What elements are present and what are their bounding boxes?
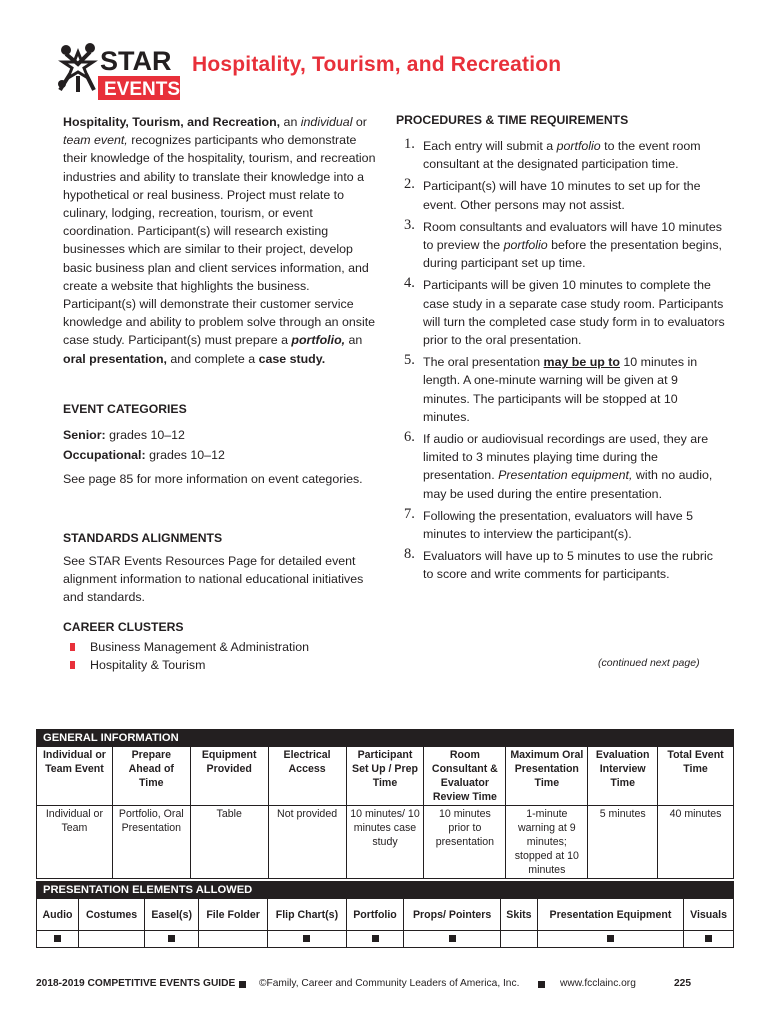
value-cell: 40 minutes [658, 806, 734, 879]
page-title: Hospitality, Tourism, and Recreation [192, 53, 562, 76]
event-categories-heading: EVENT CATEGORIES [63, 402, 187, 416]
logo-star-text: STAR [100, 46, 172, 76]
procedure-underline: may be up to [543, 355, 620, 370]
header-cell: Portfolio [346, 899, 403, 931]
procedure-italic: portfolio [556, 139, 601, 153]
header-cell: Props/ Pointers [404, 899, 501, 931]
procedure-text: If audio or audiovisual recordings are used, they are limited to 3 minutes playing time during the presentation. [423, 432, 709, 483]
header-cell: Participant Set Up / Prep Time [346, 747, 424, 806]
value-cell: 10 minutes/ 10 minutes case study [346, 806, 424, 879]
cluster-label: Hospitality & Tourism [90, 658, 206, 672]
career-clusters-heading: CAREER CLUSTERS [63, 620, 184, 634]
header-cell: Room Consultant & Evaluator Review Time [424, 747, 506, 806]
header-cell: Costumes [79, 899, 145, 931]
header-cell: Flip Chart(s) [268, 899, 347, 931]
procedure-text: Evaluators will have up to 5 minutes to use the rubric to score and write comments for participants. [423, 549, 713, 582]
procedure-number: 6. [404, 429, 415, 446]
value-cell: Table [190, 806, 268, 879]
event-categories [63, 402, 381, 489]
allowed-cell [404, 931, 501, 948]
table-header-row [37, 899, 734, 931]
header-cell: Equipment Provided [190, 747, 268, 806]
intro-bold: oral presentation, [63, 351, 167, 366]
header-cell: File Folder [199, 899, 268, 931]
procedure-text: with no audio, may be used during the entire presentation. [423, 468, 713, 501]
allowed-cell [346, 931, 403, 948]
presentation-elements-heading: PRESENTATION ELEMENTS ALLOWED [37, 882, 734, 899]
header-cell: Maximum Oral Presentation Time [506, 747, 588, 806]
intro-text: an [280, 115, 301, 129]
procedure-text: Following the presentation, evaluators will have 5 minutes to interview the participant(s). [423, 508, 693, 542]
procedure-text: to the event room consultant at the designated participation time. [423, 139, 701, 172]
procedure-number: 7. [404, 505, 415, 522]
senior-label: Senior: [63, 428, 106, 442]
allowed-marker-icon [303, 935, 310, 942]
star-figures-icon [58, 43, 95, 92]
procedure-text: 10 minutes in length. A one-minute warning will be given at 9 minutes. The participants will be stopped at 10 minutes. [423, 355, 698, 424]
procedure-item [396, 276, 726, 349]
procedure-number: 2. [404, 176, 415, 193]
presentation-elements-table [36, 881, 734, 948]
procedure-item [396, 547, 726, 583]
footer-url: www.fcclainc.org [560, 978, 636, 989]
logo-events-text: EVENTS [104, 79, 181, 100]
procedure-item [396, 137, 726, 173]
standards-section [63, 531, 381, 607]
footer-bullet-icon [239, 981, 246, 988]
bullet-icon [70, 643, 75, 651]
procedure-text: The oral presentation [423, 355, 544, 370]
procedure-text: Participant(s) will have 10 minutes to set up for the event. Other persons may not assist. [423, 179, 701, 212]
page-number: 225 [674, 978, 691, 989]
header-cell: Audio [37, 899, 79, 931]
intro-bold: case study. [258, 351, 326, 366]
header-cell: Total Event Time [658, 747, 734, 806]
general-info-table [36, 729, 734, 879]
procedure-item [396, 507, 726, 543]
procedure-item [396, 353, 726, 426]
intro-italic: individual [300, 115, 353, 129]
header-cell: Presentation Equipment [537, 899, 683, 931]
header-cell: Individual or Team Event [37, 747, 113, 806]
footer-bullet-icon [538, 981, 545, 988]
allowed-cell [537, 931, 683, 948]
senior-line [63, 426, 381, 444]
intro-paragraph [63, 113, 381, 368]
star-events-logo [56, 40, 182, 110]
cluster-item [63, 638, 393, 656]
procedure-text: before the presentation begins, during participant set up time. [423, 238, 722, 271]
intro-lead: Hospitality, Tourism, and Recreation, [63, 115, 281, 129]
procedure-number: 1. [404, 136, 415, 152]
general-info-heading: GENERAL INFORMATION [37, 730, 734, 747]
intro-bold-italic: portfolio, [291, 333, 346, 348]
intro-text: or [352, 115, 367, 129]
allowed-marker-icon [54, 935, 61, 942]
allowed-marker-icon [449, 935, 456, 942]
procedure-number: 8. [404, 546, 415, 563]
procedure-number: 5. [404, 352, 415, 369]
footer-guide: 2018-2019 COMPETITIVE EVENTS GUIDE [36, 978, 236, 989]
occupational-line [63, 446, 381, 464]
bullet-icon [70, 661, 75, 669]
procedures-section [396, 113, 726, 588]
cluster-item [63, 656, 393, 674]
table-row [37, 931, 734, 948]
allowed-cell [79, 931, 145, 948]
header-cell: Prepare Ahead of Time [112, 747, 190, 806]
intro-text: and complete a [166, 351, 259, 366]
standards-heading: STANDARDS ALIGNMENTS [63, 531, 223, 545]
procedure-item [396, 430, 726, 503]
procedure-italic: portfolio [503, 238, 548, 253]
table-row [37, 806, 734, 879]
cluster-label: Business Management & Administration [90, 640, 310, 654]
procedure-text: Participants will be given 10 minutes to complete the case study in a separate case study room. Participants will turn the completed case study form in to evaluators prior to the oral presentation. [423, 278, 725, 348]
procedure-text: Each entry will submit a [423, 139, 557, 153]
allowed-cell [268, 931, 347, 948]
table-header-row [37, 747, 734, 806]
career-clusters [63, 620, 393, 674]
event-categories-note: See page 85 for more information on event categories. [63, 472, 363, 487]
header-cell: Easel(s) [145, 899, 199, 931]
intro-text: recognizes participants who demonstrate their knowledge of the hospitality, tourism, and recreation industries and ability to translate their knowledge into a hypothetical or real business. Project must relate to culinary, lodging, recreation, tourism, or event coordination. Participant(s) will research existing businesses which are similar to their project, develop basic business plan and client services information, and create a website that highlights the business. Participant(s) will demonstrate their customer service knowledge and ability to problem solve through an onsite case study. Participant(s) must prepare a [63, 133, 376, 348]
occupational-value: grades 10–12 [145, 448, 225, 463]
header-cell: Visuals [684, 899, 734, 931]
occupational-label: Occupational: [63, 448, 146, 463]
allowed-marker-icon [372, 935, 379, 942]
allowed-cell [199, 931, 268, 948]
value-cell: Individual or Team [37, 806, 113, 879]
intro-italic: team event, [63, 133, 128, 148]
allowed-marker-icon [168, 935, 175, 942]
procedure-number: 4. [404, 275, 415, 292]
intro-text: an [345, 333, 363, 348]
continued-note: (continued next page) [598, 657, 700, 669]
footer-copyright: ©Family, Career and Community Leaders of America, Inc. [259, 978, 520, 989]
allowed-cell [37, 931, 79, 948]
procedures-heading: PROCEDURES & TIME REQUIREMENTS [396, 113, 629, 127]
value-cell: 5 minutes [588, 806, 658, 879]
allowed-marker-icon [607, 935, 614, 942]
procedure-text: Room consultants and evaluators will have 10 minutes to preview the [423, 219, 722, 253]
procedure-italic: Presentation equipment, [498, 468, 633, 483]
header-cell: Electrical Access [268, 747, 346, 806]
header-cell: Skits [501, 899, 538, 931]
allowed-cell [145, 931, 199, 948]
value-cell: Not provided [268, 806, 346, 879]
value-cell: 10 minutes prior to presentation [424, 806, 506, 879]
allowed-marker-icon [705, 935, 712, 942]
header-cell: Evaluation Interview Time [588, 747, 658, 806]
value-cell: Portfolio, Oral Presentation [112, 806, 190, 879]
allowed-cell [501, 931, 538, 948]
procedure-number: 3. [404, 216, 415, 233]
procedure-item [396, 218, 726, 273]
standards-text: See STAR Events Resources Page for detailed event alignment information to national educational initiatives and standards. [63, 554, 364, 605]
allowed-cell [684, 931, 734, 948]
value-cell: 1-minute warning at 9 minutes; stopped at 10 minutes [506, 806, 588, 879]
procedure-item [396, 177, 726, 213]
senior-value: grades 10–12 [105, 428, 185, 442]
